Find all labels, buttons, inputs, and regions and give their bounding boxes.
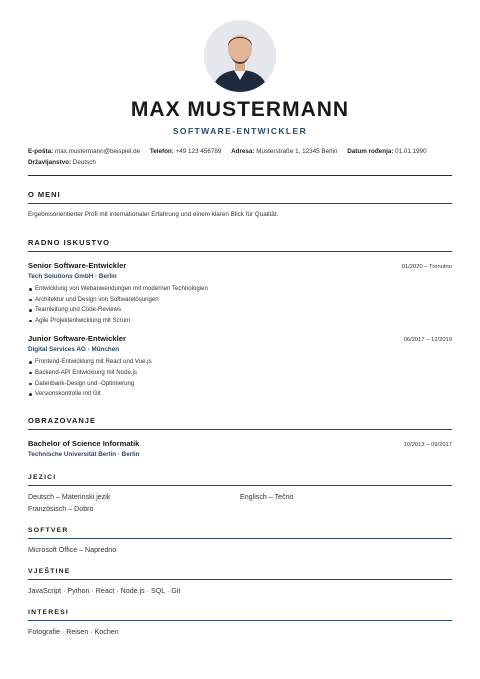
language-item: Französisch – Dobro <box>28 504 94 513</box>
section-education <box>28 416 452 458</box>
degree-title: Bachelor of Science Informatik <box>28 438 140 448</box>
section-heading: JEZICI <box>28 474 452 486</box>
education-entry <box>28 439 452 458</box>
contact-info <box>28 146 452 168</box>
job-title: Senior Software-Entwickler <box>28 261 127 270</box>
section-software <box>28 527 452 554</box>
list-item: Architektur und Design von Softwarelösungen <box>28 295 452 306</box>
contact-citizenship: Državljanstvo: Deutsch <box>28 159 96 166</box>
contact-phone: Telefon: +49 123 456789 <box>149 148 222 155</box>
section-heading: RADNO ISKUSTVO <box>28 238 452 252</box>
software-text: Microsoft Office – Napredno <box>28 545 117 554</box>
contact-birthdate: Datum rođenja: 01.01.1990 <box>347 148 427 155</box>
photo-container <box>28 0 452 92</box>
person-avatar-icon <box>204 20 276 92</box>
section-heading: OBRAZOVANJE <box>28 416 452 430</box>
profile-photo <box>204 20 276 92</box>
job-bullets <box>28 357 452 399</box>
job-entry <box>28 261 452 326</box>
section-about <box>28 190 452 218</box>
section-interests <box>28 609 452 636</box>
job-date: 06/2017 – 12/2019 <box>403 337 452 344</box>
list-item: Versionskontrolle mit Git <box>28 389 452 400</box>
job-company: Tech Solutions GmbH · Berlin <box>28 273 117 280</box>
job-company: Digital Services AG · München <box>28 346 120 354</box>
list-item: Teamleitung und Code-Reviews <box>28 305 452 316</box>
section-heading: O MENI <box>28 190 452 204</box>
section-heading: VJEŠTINE <box>28 568 452 580</box>
list-item: Datenbank-Design und -Optimierung <box>28 379 452 390</box>
education-date: 10/2013 – 09/2017 <box>403 441 452 448</box>
contact-email: E-pošta: max.mustermann@beispiel.de <box>28 148 141 155</box>
school-name: Technische Universität Berlin · Berlin <box>28 450 140 458</box>
list-item: Frontend-Entwicklung mit React und Vue.js <box>28 357 452 368</box>
language-item: Deutsch – Materinski jezik <box>28 492 111 501</box>
job-entry <box>28 334 452 399</box>
section-experience <box>28 238 452 400</box>
language-item: Englisch – Tečno <box>240 492 294 501</box>
job-title: Junior Software-Entwickler <box>28 334 126 344</box>
list-item: Agile Projektentwicklung mit Scrum <box>28 316 452 327</box>
contact-address: Adresa: Musterstraße 1, 12345 Berlin <box>231 148 338 155</box>
about-text: Ergebnisorientierter Profi mit internationaler Erfahrung und einem klaren Blick für Qualität. <box>28 211 279 218</box>
full-name: MAX MUSTERMANN <box>130 98 350 121</box>
job-title-header: SOFTWARE-ENTWICKLER <box>172 126 308 136</box>
section-languages <box>28 474 452 513</box>
list-item: Backend-API Entwicklung mit Node.js <box>28 368 452 379</box>
section-heading: SOFTVER <box>28 527 452 539</box>
job-bullets <box>28 284 452 326</box>
languages-list <box>28 493 452 513</box>
section-heading: INTERESI <box>28 609 452 621</box>
job-date: 01/2020 – Trenutno <box>401 264 452 270</box>
header-divider <box>28 175 452 176</box>
skills-text: JavaScript · Python · React · Node.js · SQL · Git <box>28 586 181 595</box>
section-skills <box>28 568 452 595</box>
list-item: Entwicklung von Webanwendungen mit modernen Technologien <box>28 284 452 295</box>
interests-text: Fotografie · Reisen · Kochen <box>28 627 119 636</box>
